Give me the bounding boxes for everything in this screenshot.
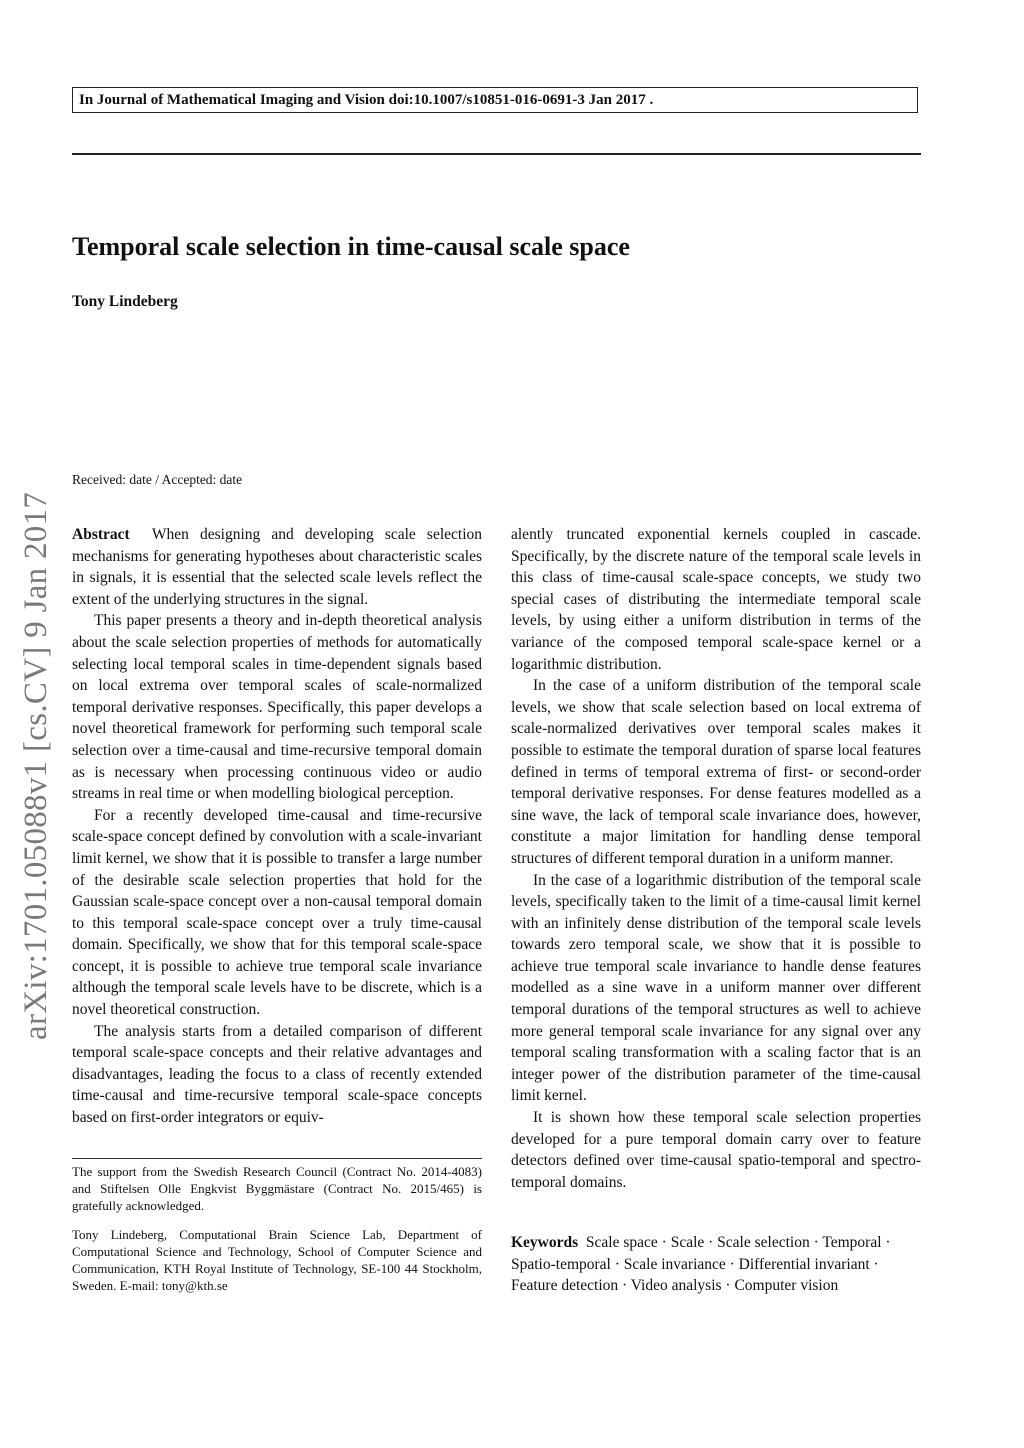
keywords-text: Scale space · Scale · Scale selection · Temporal · Spatio-temporal · Scale invariance · Differential invariant · Feature detection · Video analysis · Computer vision [511,1234,891,1295]
abstract-label: Abstract [72,526,130,543]
abstract-text: When designing and developing scale selection mechanisms for generating hypotheses about characteristic scales in signals, it is essential that the selected scale levels reflect the extent of the underlying structures in the signal. [72,526,482,608]
abstract-paragraph: alently truncated exponential kernels coupled in cascade. Specifically, by the discrete nature of the temporal scale levels in this class of time-causal scale-space concepts, we study two special cases of distributing the intermediate temporal scale levels, by using either a uniform distribution in terms of the variance of the composed temporal scale-space kernel or a logarithmic distribution. [511,526,921,673]
affiliation-footnote: Tony Lindeberg, Computational Brain Science Lab, Department of Computational Science and Technology, School of Computer Science and Communication, KTH Royal Institute of Technology, SE-100 44 Stockholm, Sweden. E-mail: tony@kth.se [72,1227,482,1293]
keywords-label: Keywords [511,1234,579,1251]
abstract-right-column [511,524,921,1193]
author-name: Tony Lindeberg [72,293,178,310]
paper-title: Temporal scale selection in time-causal scale space [72,232,630,261]
footnote-rule [72,1158,482,1159]
abstract-paragraph: In the case of a uniform distribution of the temporal scale levels, we show that scale selection based on local extrema of scale-normalized derivatives over temporal scales makes it possible to estimate the temporal duration of sparse local features defined in terms of temporal extrema of first- or second-order temporal derivative responses. For dense features modelled as a sine wave, the lack of temporal scale invariance does, however, constitute a major limitation for handling dense temporal structures of different temporal duration in a uniform manner. [511,677,921,867]
arxiv-side-stamp: arXiv:1701.05088v1 [cs.CV] 9 Jan 2017 [18,491,54,1040]
journal-header: In Journal of Mathematical Imaging and Vision doi:10.1007/s10851-016-0691-3 Jan 2017 . [72,87,918,113]
abstract-paragraph: In the case of a logarithmic distribution of the temporal scale levels, specifically taken to the limit of a time-causal limit kernel with an infinitely dense distribution of the temporal scale levels towards zero temporal scale, we show that it is possible to achieve true temporal scale invariance to handle dense features modelled as a sine wave in a uniform manner over different temporal durations of the temporal structures as well to achieve more general temporal scale invariance for any signal over any temporal scaling transformation with a scaling factor that is an integer power of the distribution parameter of the time-causal limit kernel. [511,871,921,1105]
received-date: Received: date / Accepted: date [72,472,243,487]
header-rule [72,153,921,155]
abstract-paragraph: For a recently developed time-causal and time-recursive scale-space concept defined by convolution with a scale-invariant limit kernel, we show that it is possible to transfer a large number of the desirable scale selection properties that hold for the Gaussian scale-space concept over a non-causal temporal domain to this temporal scale-space concept over a truly time-causal domain. Specifically, we show that for this temporal scale-space concept, it is possible to achieve true temporal scale invariance although the temporal scale levels have to be discrete, which is a novel theoretical construction. [72,806,482,1019]
abstract-paragraph: The analysis starts from a detailed comparison of different temporal scale-space concepts and their relative advantages and disadvantages, leading the focus to a class of recently extended time-causal and time-recursive temporal scale-space concepts based on first-order integrators or equiv- [72,1022,482,1127]
abstract-paragraph [72,524,482,610]
keywords-block [511,1232,921,1297]
abstract-left-column [72,524,482,1129]
abstract-paragraph: This paper presents a theory and in-depth theoretical analysis about the scale selection properties of methods for automatically selecting local temporal scales in time-dependent signals based on local extrema over temporal scales of scale-normalized temporal derivative responses. Specifically, this paper develops a novel theoretical framework for performing such temporal scale selection over a time-causal and time-recursive temporal domain as is necessary when processing continuous video or audio streams in real time or when modelling biological perception. [72,612,482,803]
abstract-paragraph: It is shown how these temporal scale selection properties developed for a pure temporal domain carry over to feature detectors defined over time-causal spatio-temporal and spectro-temporal domains. [511,1109,921,1191]
funding-footnote: The support from the Swedish Research Council (Contract No. 2014-4083) and Stiftelsen Olle Engkvist Byggmästare (Contract No. 2015/465) is gratefully acknowledged. [72,1164,482,1213]
